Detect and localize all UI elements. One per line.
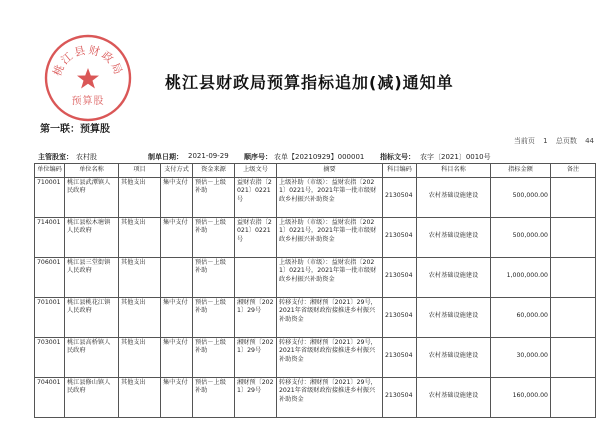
svg-text:桃江县财政局: 桃江县财政局	[50, 43, 126, 79]
subject-code-cell: 2130504	[383, 218, 417, 258]
column-header: 资金来源	[193, 164, 235, 178]
unit-code-cell: 704001	[35, 378, 65, 418]
item-cell: 其他支出	[119, 298, 161, 338]
total-pages-label: 总页数	[555, 137, 577, 145]
unit-code-cell: 703001	[35, 338, 65, 378]
superior-doc-cell: 湘财预〔2021〕29号	[235, 298, 277, 338]
dept-value: 农村股	[76, 153, 97, 161]
item-cell: 其他支出	[119, 338, 161, 378]
fund-source-cell: 预估－上级补助	[193, 178, 235, 218]
unit-name-cell: 桃江县修山镇人民政府	[65, 378, 119, 418]
unit-code-cell: 714001	[35, 218, 65, 258]
subject-name-cell: 农村基础设施建设	[417, 218, 491, 258]
official-seal	[42, 32, 134, 124]
subject-code-cell: 2130504	[383, 258, 417, 298]
copy-label: 第一联：预算股	[40, 124, 110, 135]
subject-name-cell: 农村基础设施建设	[417, 378, 491, 418]
remark-cell	[551, 298, 596, 338]
unit-code-cell: 706001	[35, 258, 65, 298]
amount-cell: 1,000,000.00	[491, 258, 551, 298]
item-cell: 其他支出	[119, 378, 161, 418]
superior-doc-cell: 湘财预〔2021〕29号	[235, 378, 277, 418]
payment-method-cell: 集中支付	[161, 378, 193, 418]
table-row	[35, 298, 596, 338]
subject-name-cell: 农村基础设施建设	[417, 258, 491, 298]
summary-cell: 转移支付：湘财预〔2021〕29号，2021年省级财政衔接推进乡村振兴补助资金	[277, 338, 383, 378]
current-page-label: 当前页	[513, 137, 535, 145]
remark-cell	[551, 338, 596, 378]
table-header-row	[35, 164, 596, 178]
unit-code-cell: 701001	[35, 298, 65, 338]
unit-name-cell: 桃江县桃花江镇人民政府	[65, 298, 119, 338]
column-header: 项目	[119, 164, 161, 178]
column-header: 支付方式	[161, 164, 193, 178]
document-title: 桃江县财政局预算指标追加(减)通知单	[165, 73, 454, 92]
fund-source-cell: 预估－上级补助	[193, 378, 235, 418]
remark-cell	[551, 218, 596, 258]
amount-cell: 500,000.00	[491, 178, 551, 218]
remark-cell	[551, 378, 596, 418]
table-row	[35, 218, 596, 258]
doc-number-label: 指标文号：	[380, 153, 415, 161]
summary-cell: 上级补助（市级）：益财农指〔2021〕0221号，2021年第一批市级财政乡村振兴补助资金	[277, 218, 383, 258]
unit-name-cell: 桃江县三堂街镇人民政府	[65, 258, 119, 298]
superior-doc-cell: 湘财预〔2021〕29号	[235, 338, 277, 378]
payment-method-cell: 集中支付	[161, 178, 193, 218]
amount-cell: 60,000.00	[491, 298, 551, 338]
payment-method-cell	[161, 258, 193, 298]
amount-cell: 500,000.00	[491, 218, 551, 258]
unit-name-cell: 桃江县武潭镇人民政府	[65, 178, 119, 218]
current-page-value: 1	[543, 137, 548, 145]
fund-source-cell: 预估－上级补助	[193, 218, 235, 258]
table-row	[35, 258, 596, 298]
seq-value: 农单【20210929】000001	[274, 153, 365, 161]
subject-code-cell: 2130504	[383, 298, 417, 338]
superior-doc-cell	[235, 258, 277, 298]
column-header: 单位名称	[65, 164, 119, 178]
unit-name-cell: 桃江县高桥镇人民政府	[65, 338, 119, 378]
svg-text:预算股: 预算股	[71, 96, 105, 107]
item-cell: 其他支出	[119, 218, 161, 258]
subject-code-cell: 2130504	[383, 378, 417, 418]
column-header: 单位编码	[35, 164, 65, 178]
subject-name-cell: 农村基础设施建设	[417, 298, 491, 338]
table-row	[35, 338, 596, 378]
column-header: 摘要	[277, 164, 383, 178]
amount-cell: 160,000.00	[491, 378, 551, 418]
unit-code-cell: 710001	[35, 178, 65, 218]
unit-name-cell: 桃江县松木塘镇人民政府	[65, 218, 119, 258]
fund-source-cell: 预估－上级补助	[193, 338, 235, 378]
fund-source-cell: 预估－上级补助	[193, 258, 235, 298]
payment-method-cell: 集中支付	[161, 218, 193, 258]
date-value: 2021-09-29	[188, 152, 229, 160]
remark-cell	[551, 258, 596, 298]
page-info	[508, 136, 594, 146]
superior-doc-cell: 益财农指〔2021〕0221号	[235, 218, 277, 258]
payment-method-cell: 集中支付	[161, 338, 193, 378]
subject-code-cell: 2130504	[383, 178, 417, 218]
table-row	[35, 178, 596, 218]
summary-cell: 转移支付：湘财预〔2021〕29号，2021年省级财政衔接推进乡村振兴补助资金	[277, 298, 383, 338]
payment-method-cell: 集中支付	[161, 298, 193, 338]
item-cell: 其他支出	[119, 258, 161, 298]
seq-label: 顺序号：	[244, 153, 272, 161]
subject-name-cell: 农村基础设施建设	[417, 178, 491, 218]
summary-cell: 上级补助（市级）：益财农指〔2021〕0221号，2021年第一批市级财政乡村振兴补助资金	[277, 178, 383, 218]
date-label: 制单日期：	[148, 153, 183, 161]
budget-table	[34, 163, 596, 418]
doc-number-value: 农字〔2021〕0010号	[420, 153, 491, 161]
column-header: 上级文号	[235, 164, 277, 178]
column-header: 科目名称	[417, 164, 491, 178]
column-header: 指标金额	[491, 164, 551, 178]
summary-cell: 转移支付：湘财预〔2021〕29号，2021年省级财政衔接推进乡村振兴补助资金	[277, 378, 383, 418]
fund-source-cell: 预估－上级补助	[193, 298, 235, 338]
column-header: 科目编码	[383, 164, 417, 178]
summary-cell: 上级补助（市级）：益财农指〔2021〕0221号，2021年第一批市级财政乡村振兴补助资金	[277, 258, 383, 298]
dept-label: 主管股室：	[38, 153, 73, 161]
subject-name-cell: 农村基础设施建设	[417, 338, 491, 378]
item-cell: 其他支出	[119, 178, 161, 218]
table-row	[35, 378, 596, 418]
amount-cell: 30,000.00	[491, 338, 551, 378]
total-pages-value: 44	[585, 137, 594, 145]
remark-cell	[551, 178, 596, 218]
column-header: 备注	[551, 164, 596, 178]
superior-doc-cell: 益财农指〔2021〕0221号	[235, 178, 277, 218]
subject-code-cell: 2130504	[383, 338, 417, 378]
